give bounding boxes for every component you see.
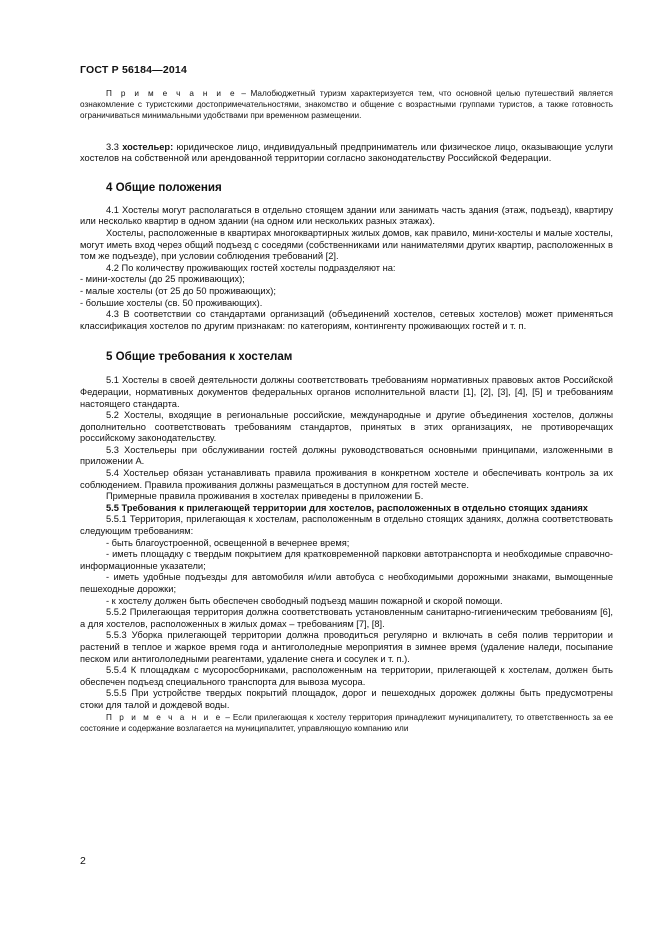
note-label: П р и м е ч а н и е xyxy=(106,89,237,98)
para-4-1: 4.1 Хостелы могут располагаться в отдельно стоящем здании или занимать часть здания (этаж, подъезд), квартиру или несколько квартир в одном здании (на одном или нескольких разных этажах). xyxy=(80,204,613,227)
list-item: - к хостелу должен быть обеспечен свободный подъезд машин пожарной и скорой помощи. xyxy=(106,595,503,606)
section-4-title: 4 Общие положения xyxy=(106,180,222,194)
note-territory xyxy=(80,712,613,734)
para-4-3: 4.3 В соответствии со стандартами организаций (объединений хостелов, сетевых хостелов) может применяться классификация хостелов по другим признакам: по категориям, контингенту проживающих гостей и т. п. xyxy=(80,309,613,331)
para-5-5-5: 5.5.5 При устройстве твердых покрытий площадок, дорог и пешеходных дорожек должны быть предусмотрены стоки для талой и дождевой воды. xyxy=(80,688,613,710)
definition-3-3 xyxy=(80,142,613,165)
para-5-4-b: Примерные правила проживания в хостелах приведены в приложении Б. xyxy=(106,491,424,502)
page-content xyxy=(80,88,613,734)
para-4-1-b: Хостелы, расположенные в квартирах многоквартирных жилых домов, как правило, мини-хостелы и малые хостелы, могут иметь вход через общий подъезд с соседями (собственниками или нанимателями других квартир, расположенных в том же подъезде), при условии соблюдения требований [2]. xyxy=(80,227,613,262)
para-5-5-1: 5.5.1 Территория, прилегающая к хостелам, расположенным в отдельно стоящих зданиях, должна соответствовать следующим требованиям: xyxy=(80,514,613,537)
list-item: - мини-хостелы (до 25 проживающих); xyxy=(80,274,245,285)
subsection-5-5-title: 5.5 Требования к прилегающей территории для хостелов, расположенных в отдельно стоящих зданиях xyxy=(106,502,588,513)
para-5-4: 5.4 Хостельер обязан устанавливать правила проживания в конкретном хостеле и обеспечивать контроль за их соблюдением. Правила проживания должны размещаться в доступном для гостей месте. xyxy=(80,468,613,490)
para-4-2: 4.2 По количеству проживающих гостей хостелы подразделяют на: xyxy=(106,262,396,273)
note-text: – Если прилегающая к хостелу территория принадлежит муниципалитету, то ответственность за ее состояние и содержание возлагается на муниципалитет, управляющую компанию или xyxy=(80,712,613,733)
list-item: - иметь площадку с твердым покрытием для кратковременной парковки автотранспорта и необходимые справочно-информационные указатели; xyxy=(80,549,613,571)
note-malobudget xyxy=(80,88,613,122)
para-5-1: 5.1 Хостелы в своей деятельности должны соответствовать требованиям нормативных правовых актов Российской Федерации, нормативных документов федеральных органов исполнительной власти [1], [2], [3], [4], [5] и требованиям настоящего стандарта. xyxy=(80,375,613,409)
definition-number: 3.3 xyxy=(106,141,123,152)
page-number: 2 xyxy=(80,855,86,867)
list-item: - малые хостелы (от 25 до 50 проживающих); xyxy=(80,285,276,296)
section-5-title: 5 Общие требования к хостелам xyxy=(106,350,293,364)
definition-term: хостельер: xyxy=(122,141,174,152)
para-5-5-4: 5.5.4 К площадкам с мусоросборниками, расположенным на территории, прилегающей к хостелам, должен быть обеспечен подъезд специального транспорта для вывоза мусора. xyxy=(80,665,613,687)
list-item: - быть благоустроенной, освещенной в вечернее время; xyxy=(106,537,350,548)
definition-text: юридическое лицо, индивидуальный предприниматель или физическое лицо, оказывающие услуги хостелов на собственной или арендованной территории согласно законодательству Российской Федерации. xyxy=(80,141,613,164)
para-5-5-3: 5.5.3 Уборка прилегающей территории должна проводиться регулярно и включать в себя полив территории и растений в теплое и жаркое время года и антигололедные мероприятия в зимнее время (удаление наледи, посыпание песком или антигололедными реагентами, удаление снега и сосулек и т. п.). xyxy=(80,630,613,664)
para-5-5-2: 5.5.2 Прилегающая территория должна соответствовать установленным санитарно-гигиеническим требованиям [6], а для хостелов, расположенных в жилых домах – требованиям [7], [8]. xyxy=(80,607,613,629)
note-label: П р и м е ч а н и е xyxy=(106,712,223,722)
list-item: - иметь удобные подъезды для автомобиля и/или автобуса с необходимыми дорожными знаками, вымощенные пешеходные дорожки; xyxy=(80,572,613,595)
list-item: - большие хостелы (св. 50 проживающих). xyxy=(80,297,263,308)
document-header: ГОСТ Р 56184—2014 xyxy=(80,64,188,76)
note-text: – Малобюджетный туризм характеризуется тем, что основной целью путешествий является ознакомление с туристскими достопримечательностями, знакомство и общение с возрастными группами туристов, а также готовность ограничиваться минимальными удобствами при временном размещении. xyxy=(80,89,613,121)
para-5-3: 5.3 Хостельеры при обслуживании гостей должны руководствоваться основными принципами, изложенными в приложении А. xyxy=(80,444,613,467)
para-5-2: 5.2 Хостелы, входящие в региональные российские, международные и другие объединения хостелов, должны дополнительно соответствовать требованиям стандартов, принятых в этих организациях, не противоречащих российскому законодательству. xyxy=(80,410,613,444)
